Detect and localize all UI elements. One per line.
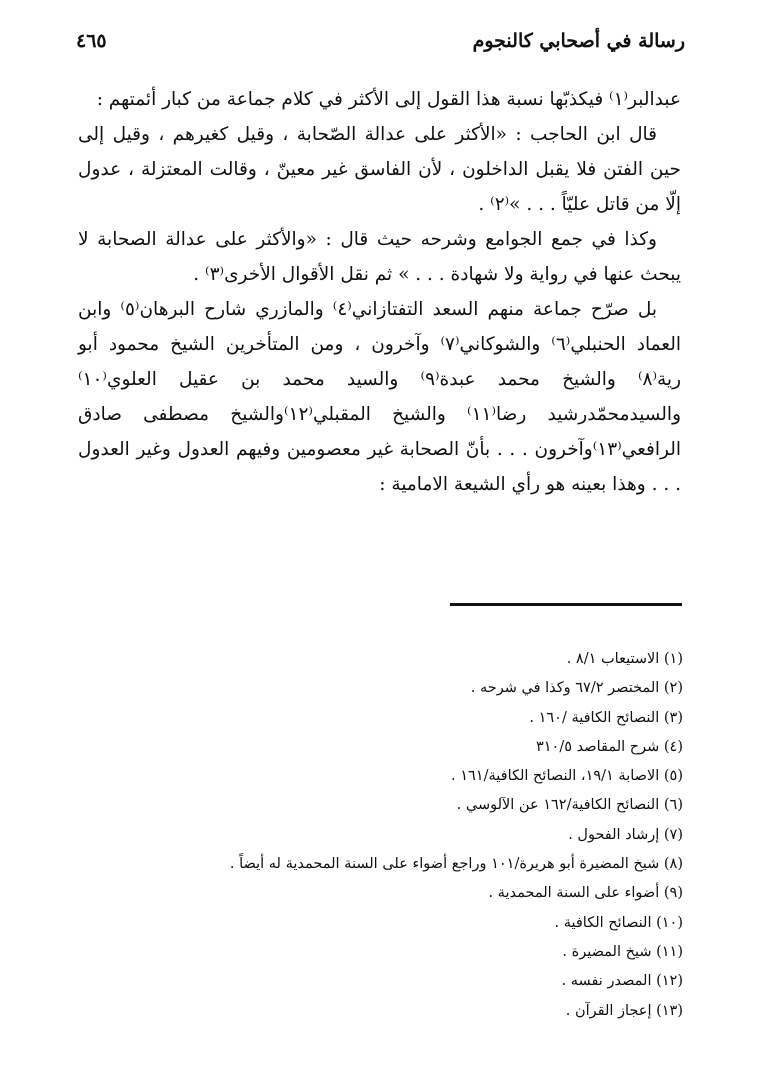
footnote-6: (٦) النصائح الكافية/١٦٢ عن الآلوسي . xyxy=(456,797,683,814)
footnote-11: (١١) شيخ المضيرة . xyxy=(562,943,683,960)
footnote-7: (٧) إرشاد الفحول . xyxy=(568,826,683,843)
footnote-5: (٥) الاصابة ١٩/١، النصائح الكافية/١٦١ . xyxy=(451,768,683,785)
paragraph-3: وكذا في جمع الجوامع وشرحه حيث قال : «والأكثر على عدالة الصحابة لا يبحث عنها في رواية ولا شهادة . . . » ثم نقل الأقوال الأخرى⁽٣⁾ . xyxy=(78,229,681,285)
paragraph-1: عبدالبر⁽١⁾ فيكذبّها نسبة هذا القول إلى الأكثر في كلام جماعة من كبار أئمتهم : xyxy=(96,89,681,110)
running-title: رسالة في أصحابي كالنجوم xyxy=(472,30,685,52)
paragraph-4: بل صرّح جماعة منهم السعد التفتازاني⁽٤⁾ والمازري شارح البرهان⁽٥⁾ وابن العماد الحنبلي⁽٦⁾ والشوكاني⁽٧⁾ وآخرون ، ومن المتأخرين الشيخ محمود أبو رية⁽٨⁾ والشيخ محمد عبدة⁽٩⁾ والسيد محمد بن عقيل العلوي⁽١٠⁾والسيدمحمّدرشيد رضا⁽١١⁾ والشيخ المقبلي⁽١٢⁾والشيخ مصطفى صادق الرافعي⁽١٣⁾وآخرون . . . بأنّ الصحابة غير معصومين وفيهم العدول وغير العدول . . . وهذا بعينه هو رأي الشيعة الامامية : xyxy=(78,299,682,495)
footnote-4: (٤) شرح المقاصد ٣١٠/٥ xyxy=(535,738,683,755)
page-number: ٤٦٥ xyxy=(76,30,107,52)
footnote-3: (٣) النصائح الكافية /١٦٠ . xyxy=(529,709,683,726)
footnote-12: (١٢) المصدر نفسه . xyxy=(561,973,683,990)
footnote-2: (٢) المختصر ٦٧/٢ وكذا في شرحه . xyxy=(470,680,683,697)
footnote-9: (٩) أضواء على السنة المحمدية . xyxy=(488,885,683,902)
footnotes-list xyxy=(123,645,683,1026)
footnote-8: (٨) شيخ المضيرة أبو هريرة/١٠١ وراجع أضواء على السنة المحمدية له أيضاً . xyxy=(229,856,683,873)
paragraph-2: قال ابن الحاجب : «الأكثر على عدالة الصّحابة ، وقيل كغيرهم ، وقيل إلى حين الفتن فلا يقبل الداخلون ، لأن الفاسق غير معينّ ، وقالت المعتزلة ، عدول إلّا من قاتل عليّاً . . . »⁽٢⁾ . xyxy=(78,124,681,215)
footnote-13: (١٣) إعجاز القرآن . xyxy=(565,1002,683,1019)
footnote-10: (١٠) النصائح الكافية . xyxy=(554,914,683,931)
footnote-separator xyxy=(450,603,682,606)
footnote-1: (١) الاستيعاب ٨/١ . xyxy=(566,651,683,667)
body-text xyxy=(78,82,681,502)
